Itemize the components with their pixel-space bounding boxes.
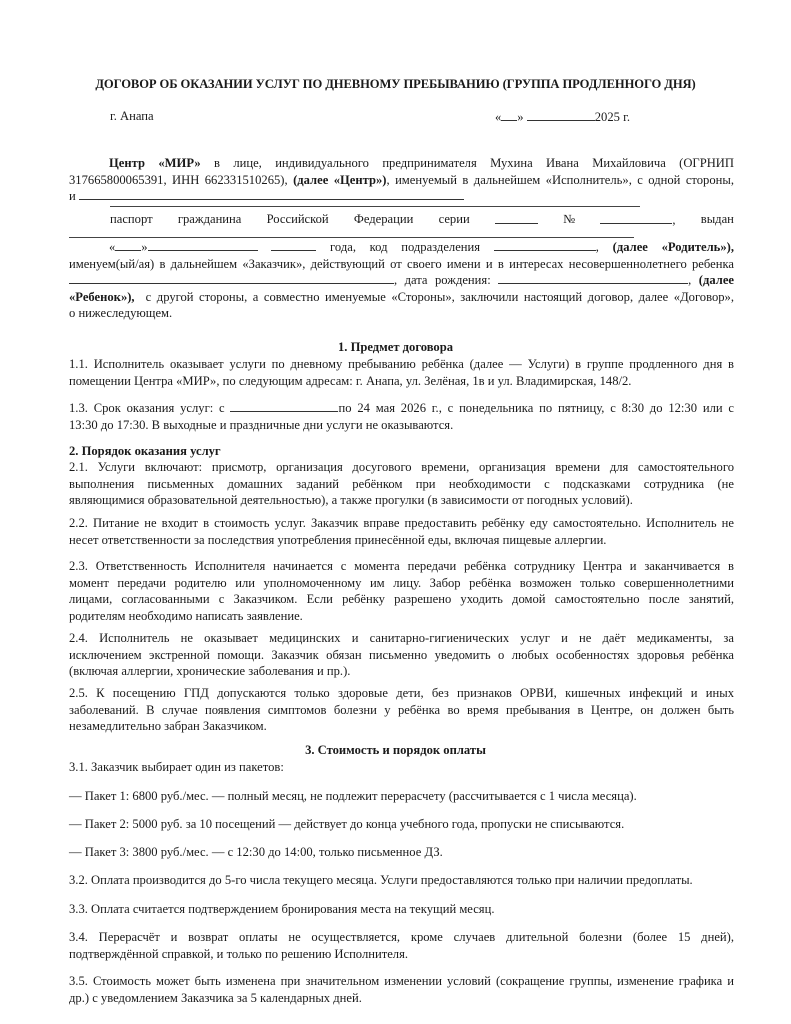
clause-line: помещении Центра «МИР», по следующим адресам: г. Анапа, ул. Зелёная, 1в и ул. Владимирская, 148/2.	[69, 373, 632, 388]
issue-date-line	[69, 239, 734, 256]
month-blank[interactable]	[527, 109, 595, 121]
comma: ,	[595, 240, 599, 254]
clause-line: 3.5. Стоимость может быть изменена при значительном изменении условий (сокращение группы, изменение графика и	[69, 974, 734, 988]
child-name-blank[interactable]	[69, 272, 394, 284]
passport-word: гражданина	[177, 212, 242, 226]
child-line	[69, 272, 734, 289]
clause-3-2: 3.2. Оплата производится до 5-го числа текущего месяца. Услуги предоставляются только при наличии предоплаты.	[69, 873, 693, 887]
clause-line: незамедлительно забран Заказчиком.	[69, 719, 267, 734]
preamble-text: в лице, индивидуального предпринимателя Мухина Ивана Михайловича (ОГРНИП	[214, 156, 735, 170]
issue-day-blank[interactable]	[115, 239, 141, 251]
clause-2-5	[69, 685, 734, 735]
issued-by-line[interactable]	[69, 237, 634, 238]
center-name: Центр «МИР»	[109, 156, 201, 170]
clause-3-4	[69, 929, 734, 962]
year: 2025 г.	[594, 110, 630, 124]
package-3: — Пакет 3: 3800 руб./мес. — с 12:30 до 14:00, только письменное ДЗ.	[69, 845, 443, 859]
passport-word: серии	[438, 212, 470, 226]
hereinafter-line: о нижеследующем.	[69, 306, 173, 321]
issue-month-blank[interactable]	[148, 239, 258, 251]
parent-alias: (далее «Родитель»),	[612, 240, 734, 254]
clause-1-3	[69, 400, 734, 433]
clause-3-3: 3.3. Оплата считается подтверждением бронирования места на текущий месяц.	[69, 902, 495, 916]
passport-word: Федерации	[353, 212, 414, 226]
clause-line: 13:30 до 17:30. В выходные и праздничные дни услуги не оказываются.	[69, 417, 454, 432]
preamble-text: , именуемый в дальнейшем «Исполнитель», с одной стороны,	[386, 172, 735, 187]
child-alias-start: (далее	[698, 273, 734, 288]
city: г. Анапа	[110, 109, 154, 123]
clause-line: несет ответственности за последствия употребления принесённой еды, включая пищевые аллергии.	[69, 532, 607, 547]
parties-line	[69, 289, 734, 306]
birth-date-label: , дата рождения:	[394, 273, 491, 288]
comma: ,	[672, 213, 676, 227]
contract-date	[495, 109, 630, 125]
clause-line: заболеваний. В случае появления симптомов болезни у ребёнка во время пребывания в Центре, он должен быть	[69, 702, 734, 717]
passport-number-blank[interactable]	[600, 212, 672, 224]
clause-line: являющимися образовательной деятельностью), а также прогулки (в зависимости от погодных условий).	[69, 493, 633, 508]
date-quote-close: »	[517, 110, 524, 124]
section-2-heading: 2. Порядок оказания услуг	[69, 444, 221, 458]
customer-name-line-2[interactable]	[110, 206, 640, 207]
passport-series-blank[interactable]	[495, 212, 538, 224]
clause-line: родителям необходимо написать заявление.	[69, 608, 303, 623]
issued-word: выдан	[700, 212, 734, 226]
clause-2-2	[69, 515, 734, 548]
document-title: ДОГОВОР ОБ ОКАЗАНИИ УСЛУГ ПО ДНЕВНОМУ ПРЕБЫВАНИЮ (ГРУППА ПРОДЛЕННОГО ДНЯ)	[95, 77, 696, 91]
and-word: и	[69, 189, 76, 204]
start-date-blank[interactable]	[230, 400, 338, 412]
preamble-line-2	[69, 172, 734, 189]
child-alias: «Ребенок»),	[69, 289, 135, 304]
clause-line: 2.1. Услуги включают: присмотр, организация досугового времени, организация времени для самостоятельного	[69, 460, 734, 474]
clause-line: исключением экстренной помощи. Заказчик обязан письменно уведомить о любых особенностях здоровья ребёнка	[69, 647, 734, 662]
center-alias: (далее «Центр»)	[293, 172, 387, 187]
clause-line: др.) с уведомлением Заказчика за 5 календарных дней.	[69, 990, 362, 1005]
passport-word: Российской	[266, 212, 329, 226]
clause-line: 2.3. Ответственность Исполнителя начинается с момента передачи ребёнка сотруднику Центра и заканчивается в	[69, 559, 734, 573]
birth-date-blank[interactable]	[498, 272, 688, 284]
date-quote-open: «	[495, 110, 502, 124]
clause-3-1: 3.1. Заказчик выбирает один из пакетов:	[69, 760, 284, 774]
term-end-text: по 24 мая 2026 г., с понедельника по пятницу, с 8:30 до 12:30 или с	[338, 401, 734, 415]
clause-line: подтверждённой справкой, и только по решению Исполнителя.	[69, 946, 409, 961]
clause-line: лицами, согласованными с Заказчиком. Если ребёнку разрешено уходить домой самостоятельно после занятий,	[69, 592, 734, 607]
clause-line: 3.4. Перерасчёт и возврат оплаты не осуществляется, кроме случаев длительной болезни (более 15 дней),	[69, 930, 734, 944]
quote-open: «	[109, 240, 116, 254]
clause-line	[69, 400, 734, 417]
preamble-text: 317665800065391, ИНН 662331510265),	[69, 172, 288, 187]
preamble-parent	[69, 239, 734, 322]
clause-2-4	[69, 630, 734, 680]
clause-2-3	[69, 558, 734, 624]
preamble-line-3	[69, 188, 734, 205]
clause-line: 2.4. Исполнитель не оказывает медицинских и санитарно-гигиенических услуг и не даёт медикаменты, за	[69, 631, 734, 645]
passport-word: паспорт	[110, 212, 153, 226]
package-2: — Пакет 2: 5000 руб. за 10 посещений — действует до конца учебного года, пропуски не списываются.	[69, 817, 625, 831]
issue-year-blank[interactable]	[271, 239, 316, 251]
clause-line: 1.1. Исполнитель оказывает услуги по дневному пребыванию ребёнка (далее — Услуги) в группе продленного дня в	[69, 357, 734, 371]
preamble	[69, 155, 734, 205]
clause-line: момент передачи родителю или уполномоченному им лицу. Забор ребёнка возможен только совершеннолетними	[69, 575, 734, 590]
quote-close: »	[141, 240, 148, 254]
customer-line: именуем(ый/ая) в дальнейшем «Заказчик», действующий от своего имени и в интересах несовершеннолетнего ребенка	[69, 256, 734, 271]
section-1-heading: 1. Предмет договора	[337, 340, 454, 354]
clause-3-5	[69, 973, 734, 1006]
preamble-line-1	[69, 155, 734, 172]
section-3-heading: 3. Стоимость и порядок оплаты	[305, 743, 486, 757]
clause-1-1	[69, 356, 734, 389]
comma: ,	[688, 273, 692, 288]
year-code-label: года, код подразделения	[330, 240, 481, 254]
passport-line	[110, 212, 734, 228]
clause-line: 2.2. Питание не входит в стоимость услуг. Заказчик вправе предоставить ребёнку еду самостоятельно. Исполнитель не	[69, 516, 734, 530]
clause-line: выполнения письменных домашних заданий ребёнком при необходимости с подсказками сотрудника (не	[69, 476, 734, 491]
clause-2-1	[69, 459, 734, 509]
division-code-blank[interactable]	[494, 239, 596, 251]
clause-line: (включая аллергии, хронические заболевания и пр.).	[69, 664, 351, 679]
customer-name-blank[interactable]	[79, 188, 464, 200]
day-blank[interactable]	[501, 109, 517, 121]
term-start-label: 1.3. Срок оказания услуг: с	[69, 401, 225, 415]
number-sign: №	[563, 212, 576, 226]
clause-line: 2.5. К посещению ГПД допускаются только здоровые дети, без признаков ОРВИ, кишечных инфекций и иных	[69, 686, 734, 700]
parties-text: с другой стороны, а совместно именуемые «Стороны», заключили настоящий договор, далее «Договор»,	[145, 289, 734, 304]
package-1: — Пакет 1: 6800 руб./мес. — полный месяц, не подлежит перерасчету (рассчитывается с 1 числа месяца).	[69, 789, 637, 803]
